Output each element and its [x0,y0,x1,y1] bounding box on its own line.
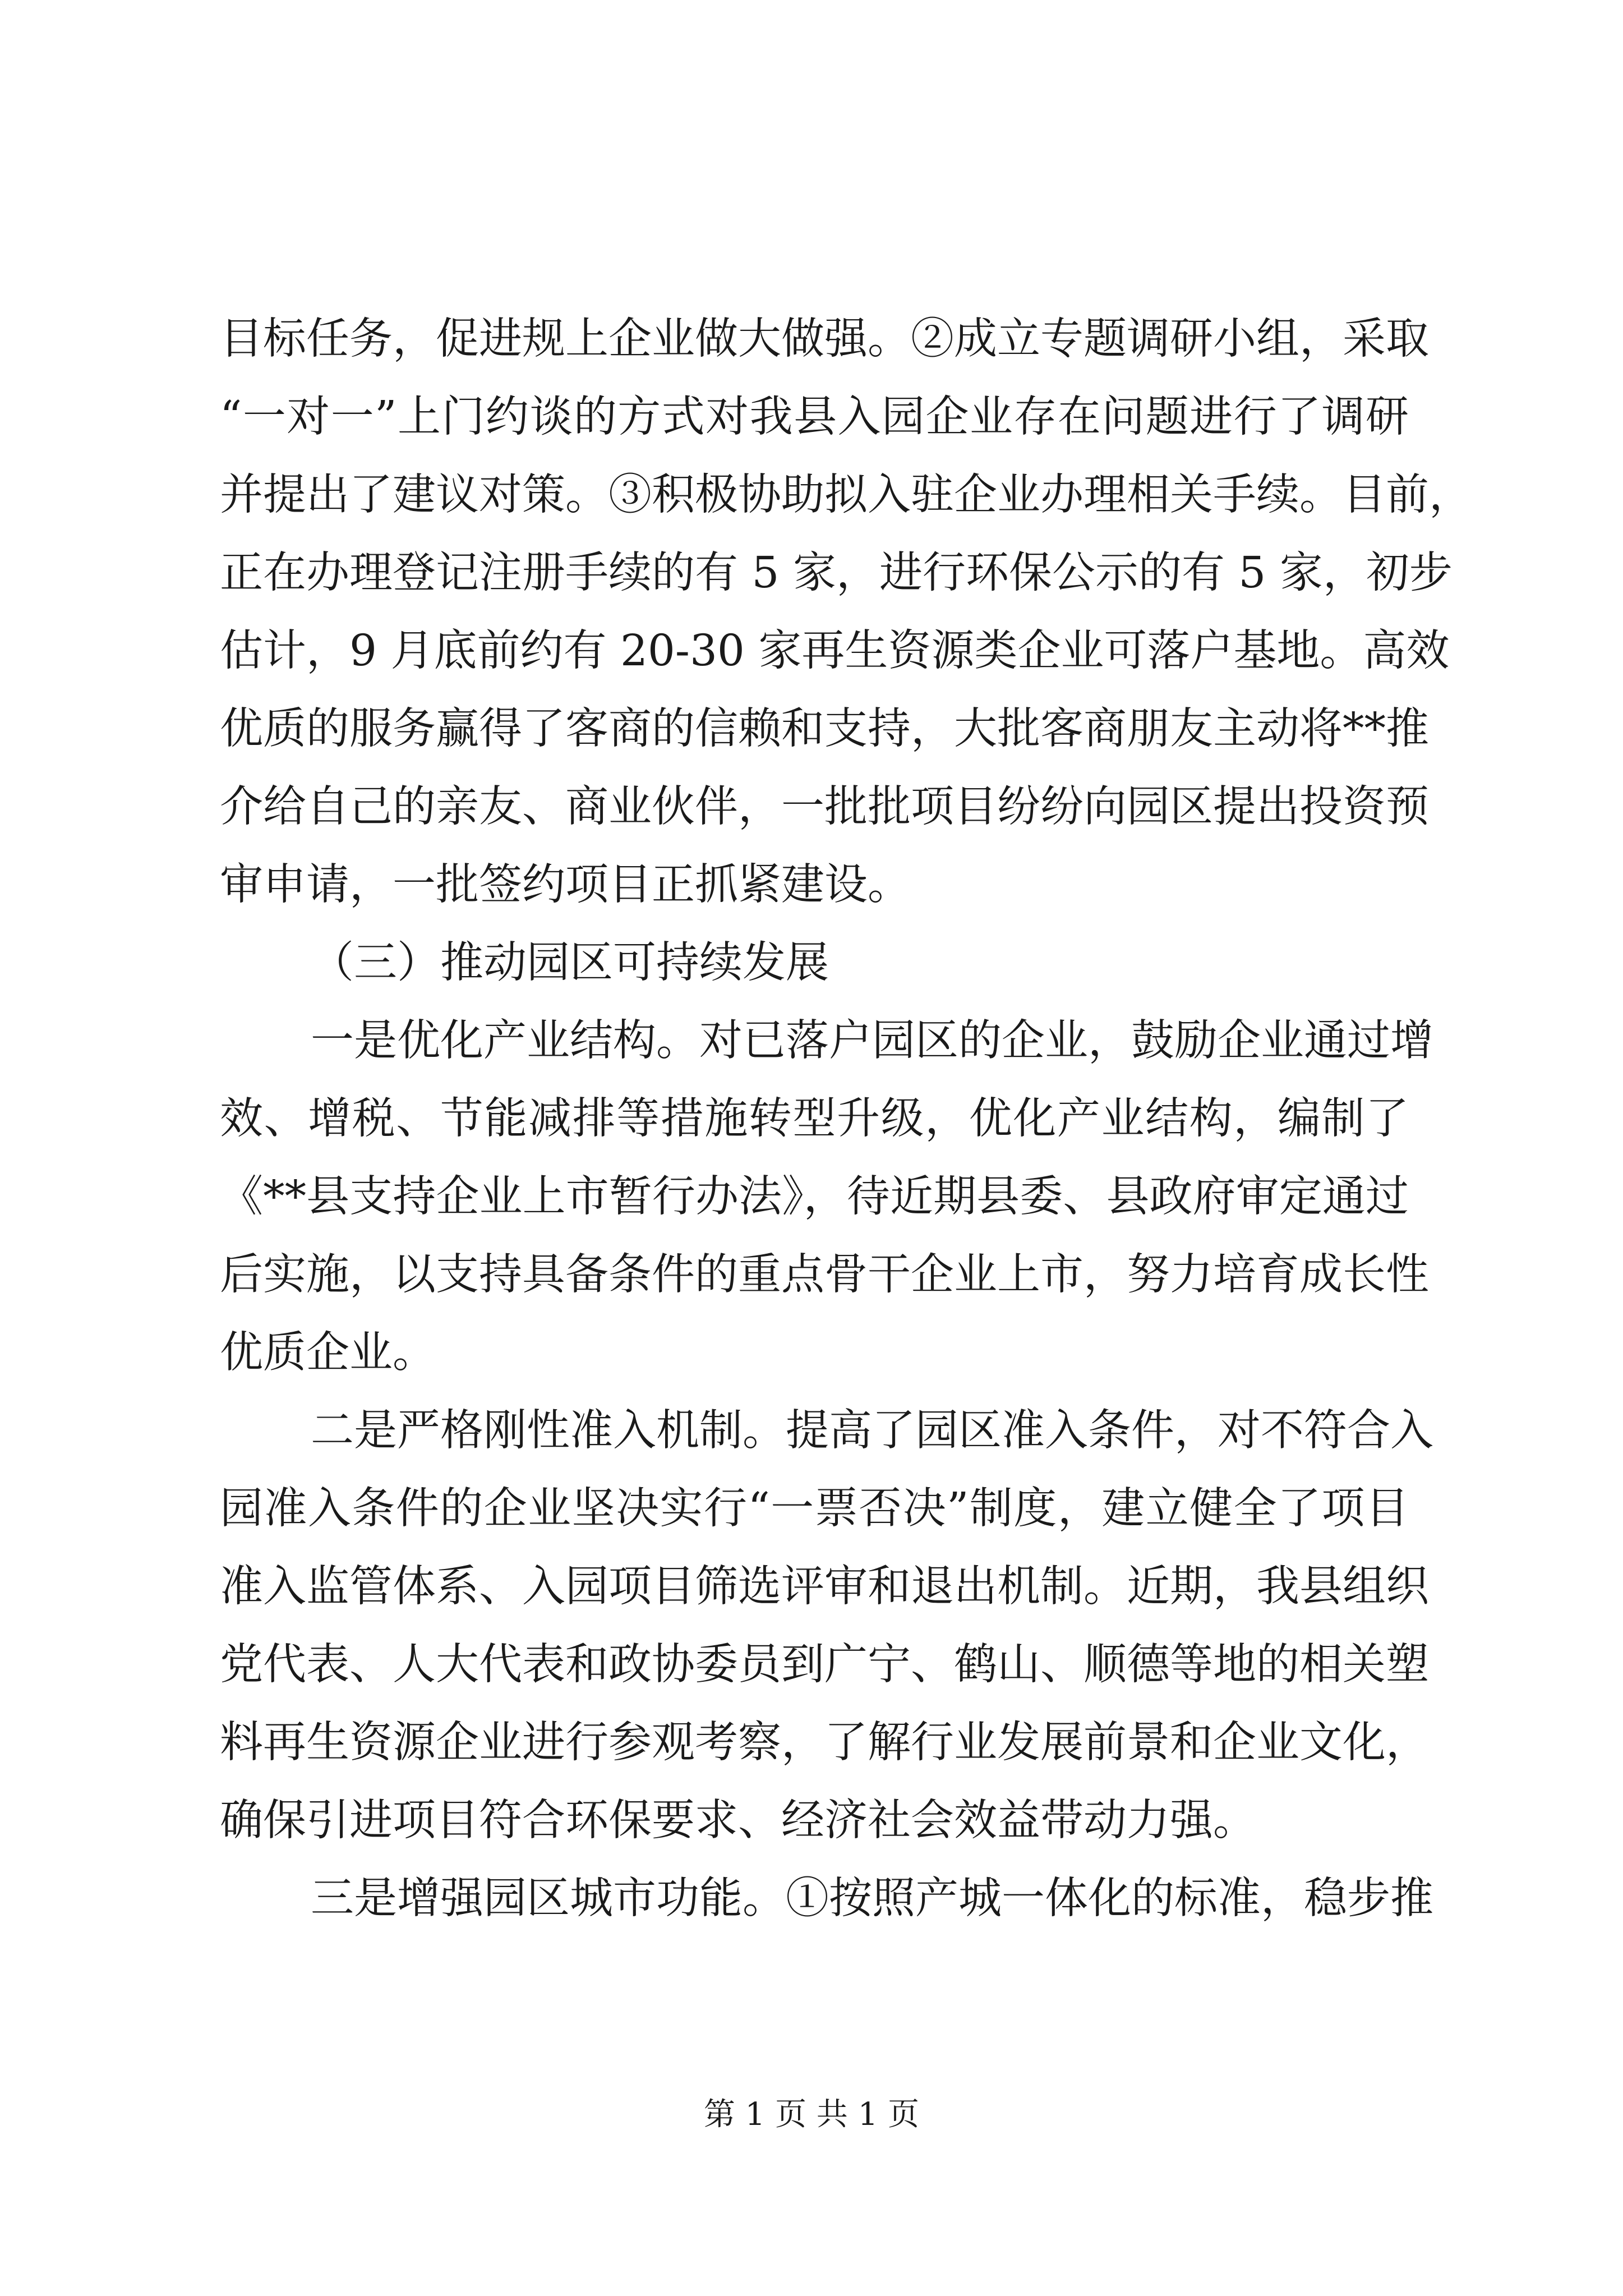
text-line: 三是增强园区城市功能。①按照产城一体化的标准，稳步推 [311,1874,1433,1924]
text-line: 《**县支持企业上市暂行办法》，待近期县委、县政府审定通过 [220,1172,1409,1222]
text-line: 正在办理登记注册手续的有 5 家，进行环保公示的有 5 家，初步 [220,548,1453,598]
text-line: 估计，9 月底前约有 20-30 家再生资源类企业可落户基地。高效 [220,626,1450,676]
body-text [220,300,1472,1938]
text-line: 一是优化产业结构。对已落户园区的企业，鼓励企业通过增 [311,1016,1433,1066]
section-heading: （三）推动园区可持续发展 [311,938,829,988]
text-line: 后实施，以支持具备条件的重点骨干企业上市，努力培育成长性 [220,1250,1429,1300]
text-line: 效、增税、节能减排等措施转型升级，优化产业结构，编制了 [220,1094,1409,1144]
text-line: 园准入条件的企业坚决实行“一票否决”制度，建立健全了项目 [220,1484,1409,1534]
text-line: 并提出了建议对策。③积极协助拟入驻企业办理相关手续。目前， [220,470,1472,520]
text-line: 准入监管体系、入园项目筛选评审和退出机制。近期，我县组织 [220,1562,1429,1612]
text-line: 优质的服务赢得了客商的信赖和支持，大批客商朋友主动将**推 [220,704,1429,754]
text-line: “一对一”上门约谈的方式对我县入园企业存在问题进行了调研 [220,392,1409,442]
text-line: 二是严格刚性准入机制。提高了园区准入条件，对不符合入 [311,1406,1433,1456]
text-line: 党代表、人大代表和政协委员到广宁、鹤山、顺德等地的相关塑 [220,1640,1429,1690]
text-line: 介给自己的亲友、商业伙伴，一批批项目纷纷向园区提出投资预 [220,782,1429,832]
page-number-footer: 第 1 页 共 1 页 [703,2096,920,2133]
text-line: 优质企业。 [220,1328,436,1378]
text-line: 确保引进项目符合环保要求、经济社会效益带动力强。 [220,1796,1256,1846]
text-line: 目标任务，促进规上企业做大做强。②成立专题调研小组，采取 [220,314,1429,364]
text-line: 审申请，一批签约项目正抓紧建设。 [220,860,911,910]
text-line: 料再生资源企业进行参观考察，了解行业发展前景和企业文化， [220,1718,1429,1768]
